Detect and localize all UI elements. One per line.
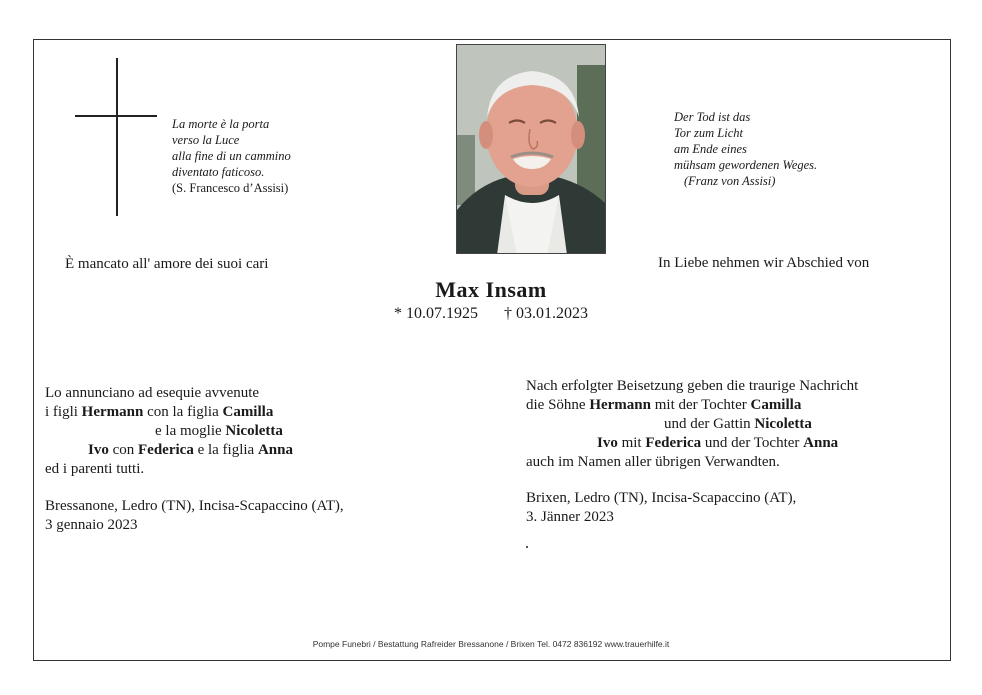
birth-date: * 10.07.1925: [394, 305, 478, 322]
announcement-line: auch im Namen aller übrigen Verwandten.: [526, 454, 780, 470]
deceased-name: Max Insam: [435, 277, 547, 302]
german-quote: [674, 109, 817, 189]
quote-line: Tor zum Licht: [674, 126, 744, 140]
quote-source: (S. Francesco d’Assisi): [172, 181, 289, 195]
date-line: 3. Jänner 2023: [526, 509, 614, 525]
quote-source: (Franz von Assisi): [684, 174, 776, 188]
quote-line: verso la Luce: [172, 133, 240, 147]
quote-line: mühsam gewordenen Weges.: [674, 158, 818, 172]
quote-line: diventato faticoso.: [172, 165, 265, 179]
portrait-photo: [456, 44, 606, 254]
stray-dot: [526, 546, 528, 548]
place-line: Brixen, Ledro (TN), Incisa-Scapaccino (AT),: [526, 490, 797, 506]
cross-icon-bar: [75, 115, 157, 117]
announcement-line: die Söhne Hermann mit der Tochter Camilla: [526, 397, 802, 413]
announcement-line: und der Gattin Nicoletta: [664, 416, 812, 432]
quote-line: La morte è la porta: [172, 117, 270, 131]
italian-announcement: [45, 384, 344, 535]
date-line: 3 gennaio 2023: [45, 517, 138, 533]
quote-line: Der Tod ist das: [674, 110, 751, 124]
announcement-line: Ivo con Federica e la figlia Anna: [88, 442, 293, 458]
announcement-line: e la moglie Nicoletta: [155, 423, 283, 439]
announcement-line: Lo annunciano ad esequie avvenute: [45, 385, 260, 401]
death-date: † 03.01.2023: [504, 305, 588, 322]
intro-italian: È mancato all' amore dei suoi cari: [65, 256, 269, 272]
intro-german: In Liebe nehmen wir Abschied von: [658, 255, 870, 271]
german-announcement: [526, 377, 858, 527]
place-line: Bressanone, Ledro (TN), Incisa-Scapaccino (AT),: [45, 498, 344, 514]
announcement-line: Ivo mit Federica und der Tochter Anna: [597, 435, 839, 451]
life-dates: [0, 305, 982, 323]
cross-icon: [116, 58, 118, 216]
announcement-line: ed i parenti tutti.: [45, 461, 145, 477]
italian-quote: [172, 116, 291, 196]
quote-line: alla fine di un cammino: [172, 149, 291, 163]
announcement-line: i figli Hermann con la figlia Camilla: [45, 404, 274, 420]
announcement-line: Nach erfolgter Beisetzung geben die traurige Nachricht: [526, 378, 859, 394]
funeral-home-footer: Pompe Funebri / Bestattung Rafreider Bressanone / Brixen Tel. 0472 836192 www.trauerhilfe.it: [312, 639, 670, 649]
quote-line: am Ende eines: [674, 142, 747, 156]
